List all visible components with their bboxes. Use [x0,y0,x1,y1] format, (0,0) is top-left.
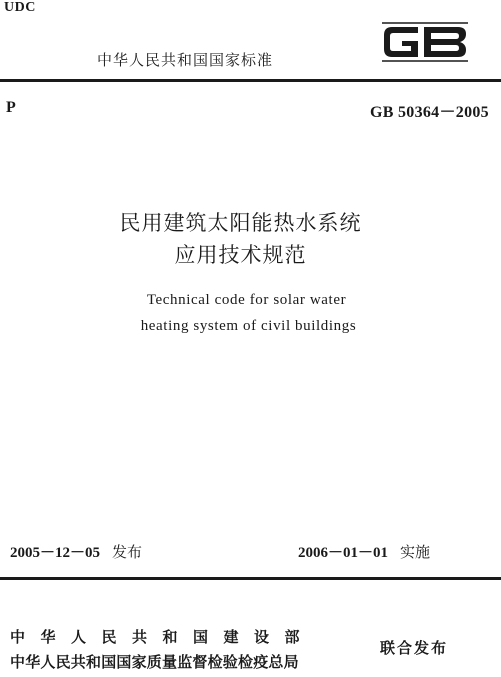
top-divider [0,79,501,82]
standard-number: GB 50364－2005 [369,104,489,121]
issue-date: 2005－12－05 [10,545,101,561]
udc-label: UDC [4,0,36,15]
national-standard-issuer: 中华人民共和国国家标准 [97,51,274,69]
bottom-divider [0,577,501,580]
implementation-label: 实施 [400,543,431,561]
implementation-date: 2006－01－01 [298,545,389,561]
joint-issue-label: 联合发布 [380,639,449,657]
issuer-ministry-of-construction: 中华人民共和国建设部 [10,628,316,646]
issue-label: 发布 [112,543,143,561]
implementation-date-row [298,541,430,562]
category-code: P [6,99,16,116]
title-english-line-2: heating system of civil buildings [140,318,357,334]
title-chinese-line-2: 应用技术规范 [174,243,307,267]
title-english-line-1: Technical code for solar water [146,292,347,308]
issuer-aqsiq: 中华人民共和国国家质量监督检验检疫总局 [10,653,299,671]
gb-logo [378,19,471,65]
title-chinese-line-1: 民用建筑太阳能热水系统 [119,211,362,235]
issue-date-row [10,541,142,562]
